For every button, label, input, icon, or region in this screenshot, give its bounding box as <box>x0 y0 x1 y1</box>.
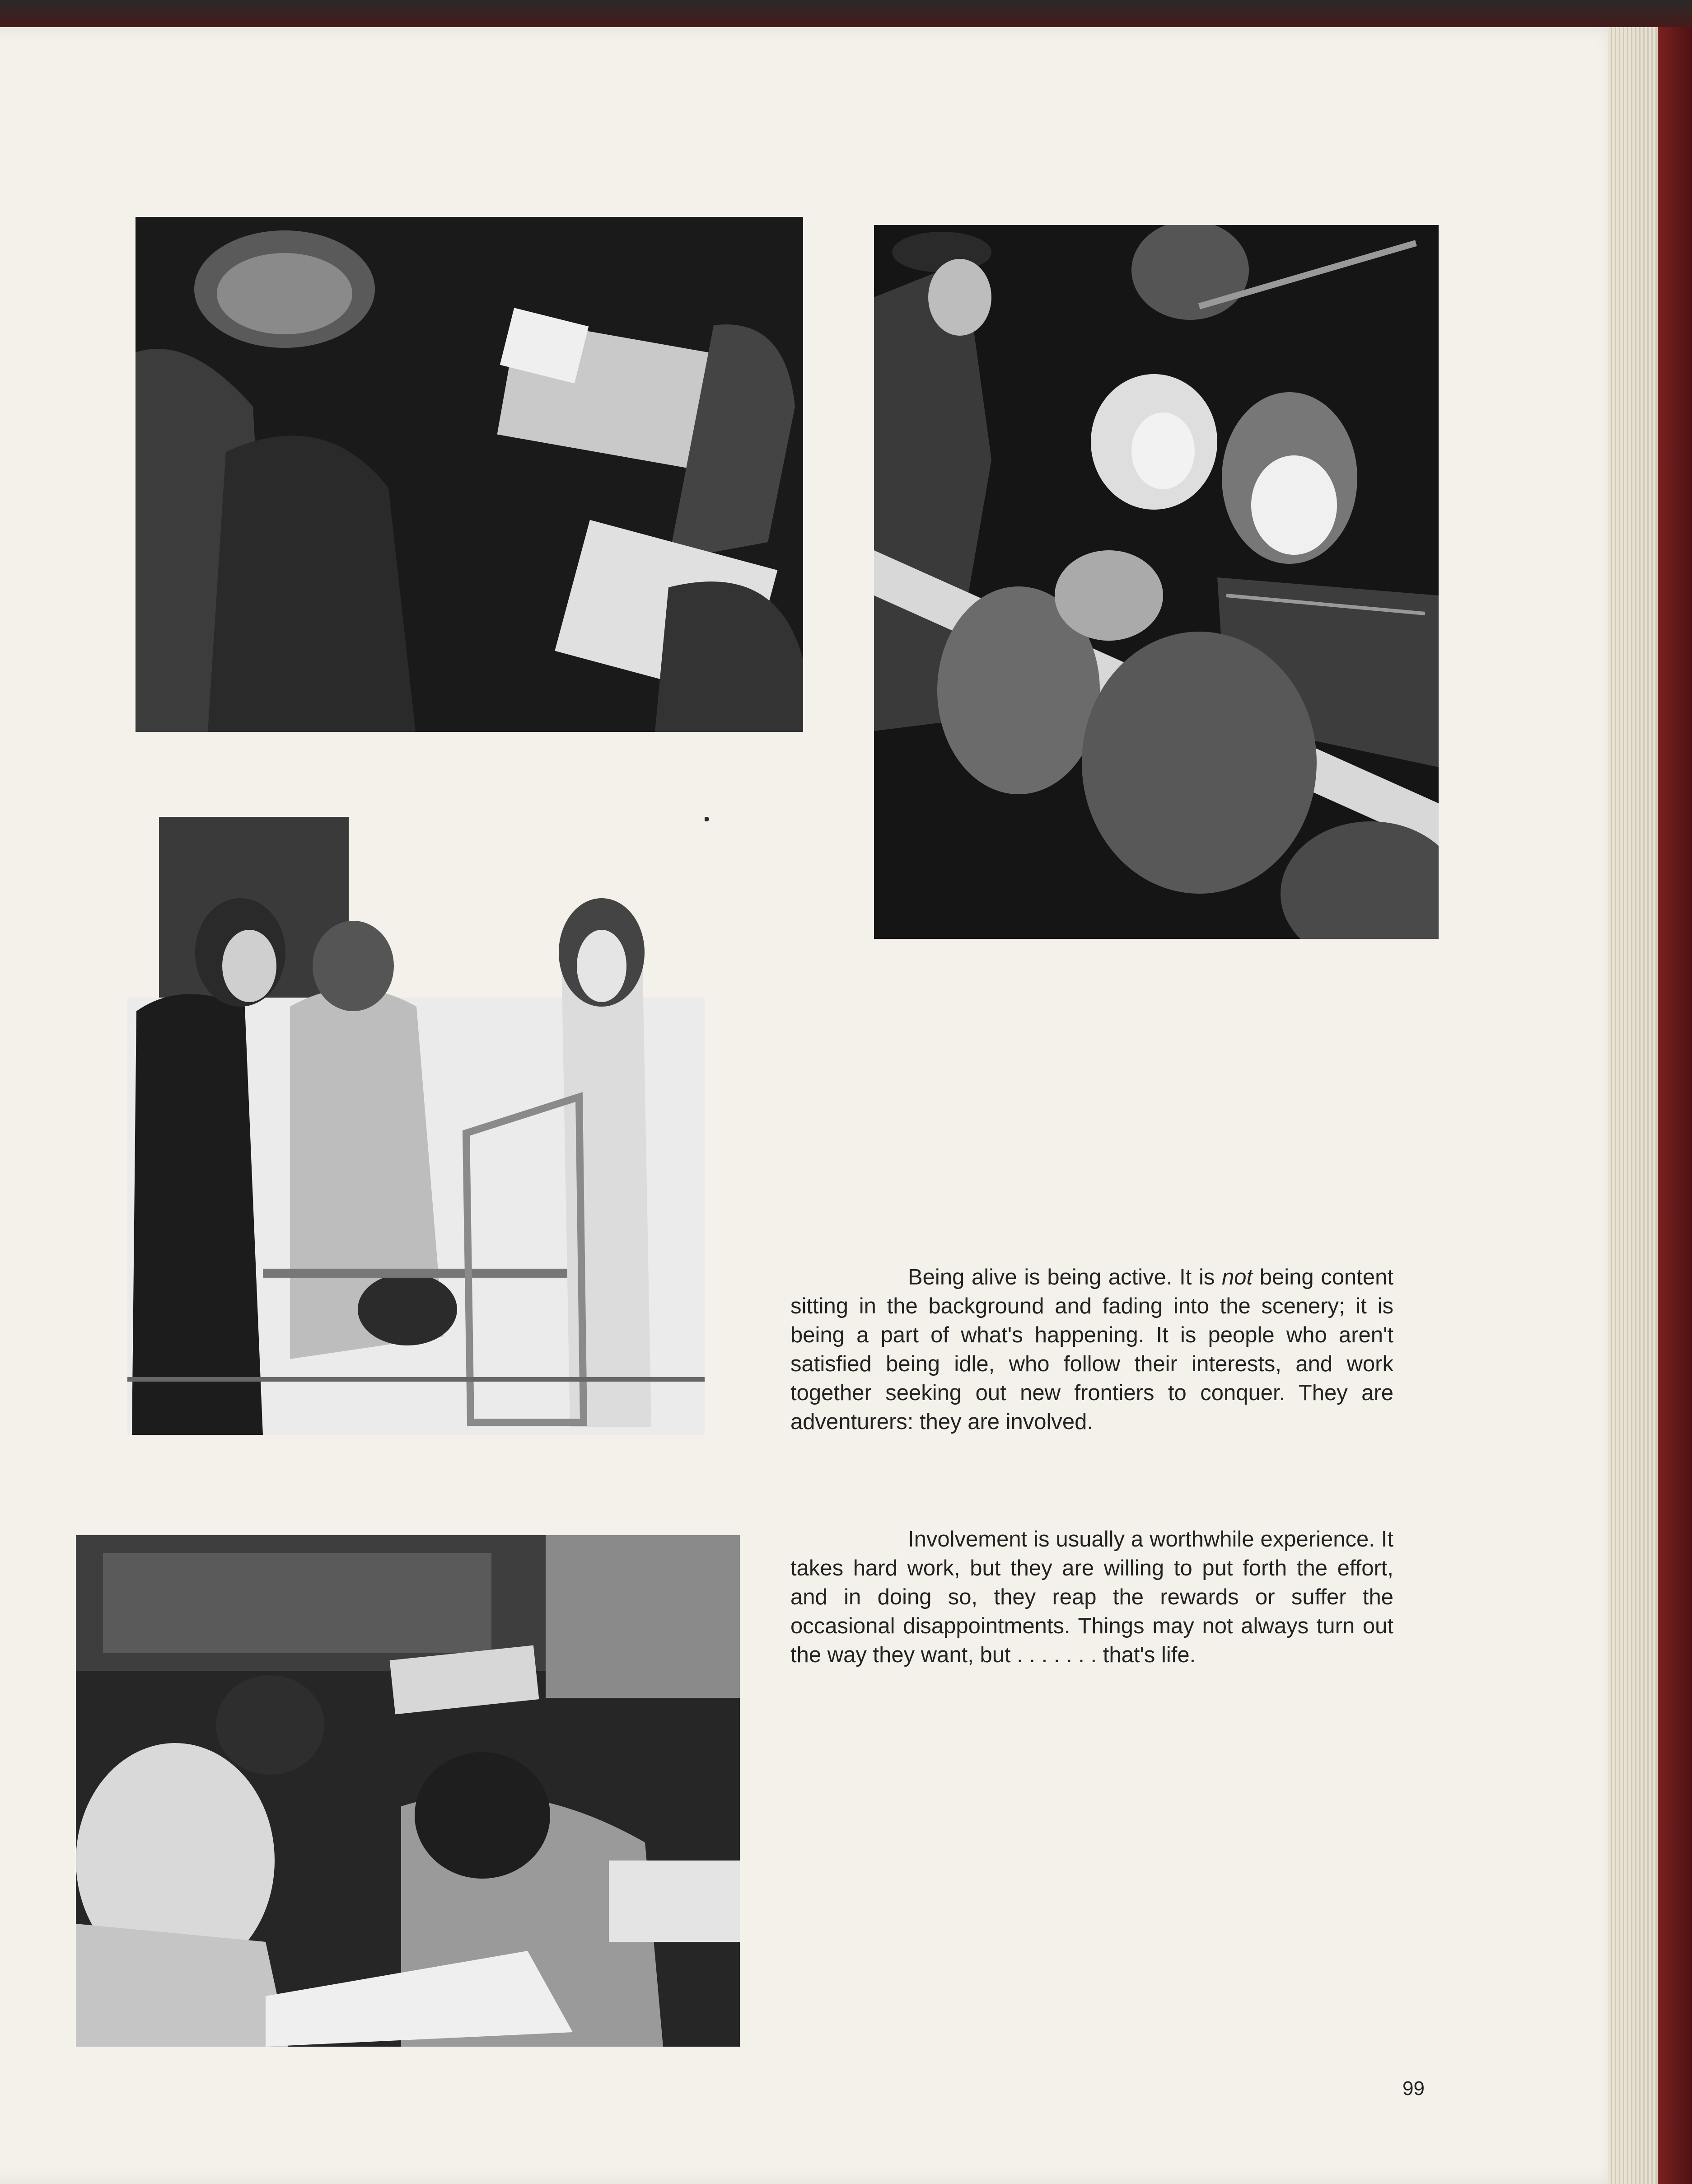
paragraph-1-text-end: being content sitting in the background and fading into the scenery; it is being a part of what's happening. It is people who aren't satisfied being idle, who follow their interests, and work together seeking out new frontiers to conquer. They are adventurers: they are involved. <box>790 1265 1394 1434</box>
photo-icon <box>874 225 1439 939</box>
body-paragraph-2: Involvement is usually a worthwhile experience. It takes hard work, but they are willing to put forth the effort, and in doing so, they reap the rewards or suffer the occasional disappointments. Things may not always turn out the way they want, but . . . . . . . that's life. <box>790 1527 1393 1667</box>
photo-icon <box>127 817 705 1435</box>
photo-stage-play <box>127 817 705 1435</box>
photo-icon <box>136 217 803 732</box>
book-cover-edge <box>1658 27 1692 2184</box>
photo-choir-singers <box>136 217 803 732</box>
page-edges <box>1608 27 1658 2184</box>
body-paragraph-1 <box>790 1263 1393 1436</box>
photo-students-desk <box>76 1535 740 2047</box>
page-number: 99 <box>1402 2077 1425 2100</box>
paragraph-1-text-start: Being alive is being active. It is <box>908 1265 1222 1289</box>
photo-icon <box>76 1535 740 2047</box>
paragraph-1-emphasis: not <box>1222 1265 1253 1289</box>
photo-marching-band <box>874 225 1439 939</box>
